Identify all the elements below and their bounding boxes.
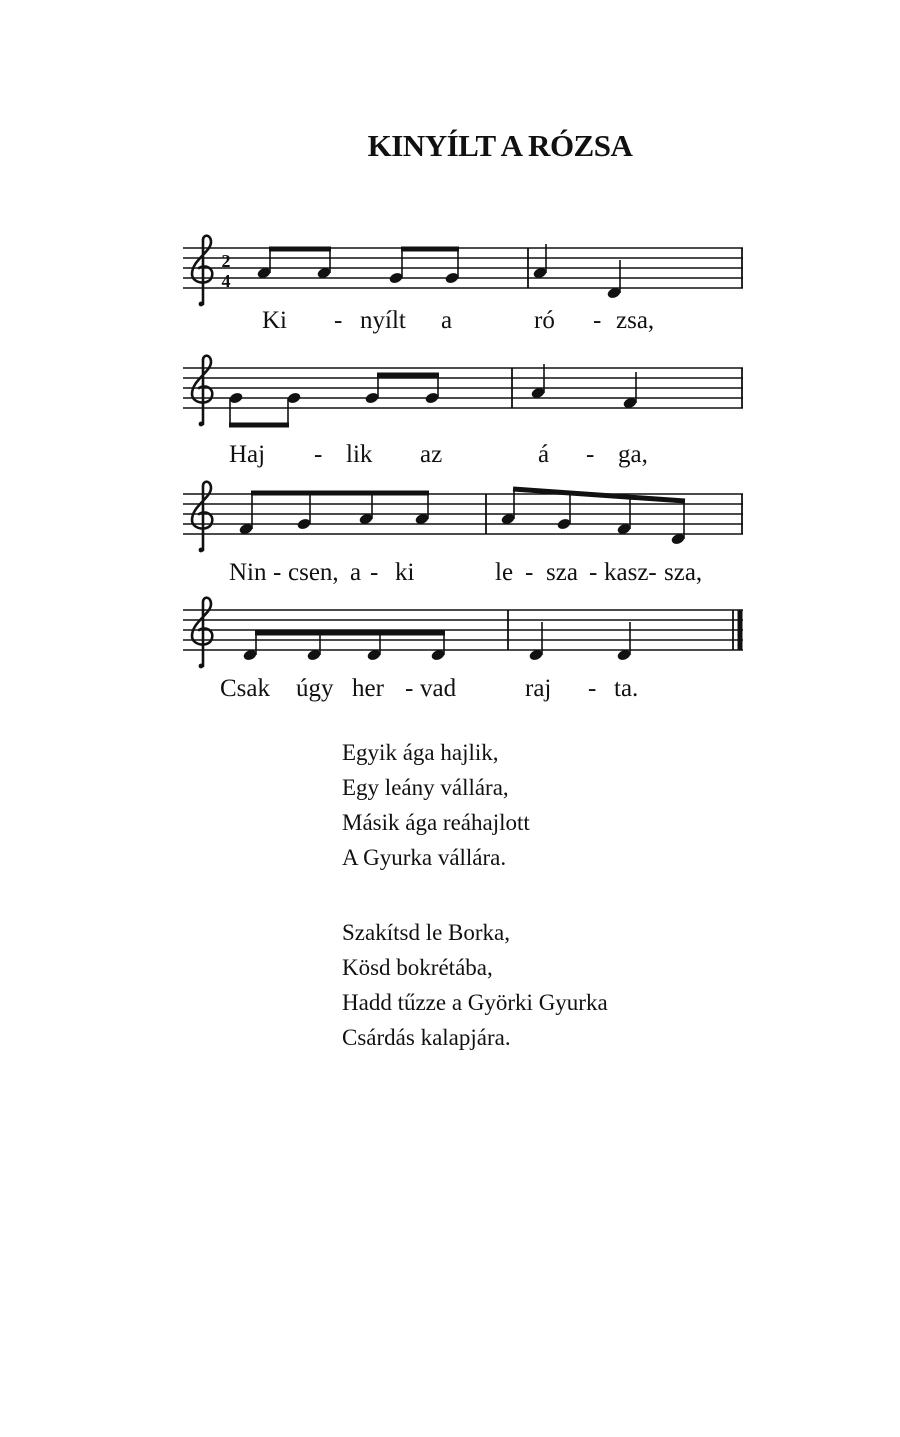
lyric-syllable: - [586, 441, 595, 468]
time-signature-top: 2 [221, 251, 231, 271]
verse-line: Egy leány vállára, [342, 775, 509, 800]
lyric-syllable: lik [346, 441, 373, 468]
lyric-syllable: - [273, 559, 282, 586]
verse-line: Hadd tűzze a Györki Gyurka [342, 990, 608, 1015]
staff-4 [183, 598, 743, 702]
lyric-syllable: - [370, 559, 379, 586]
lyric-syllable: ró [534, 307, 555, 334]
lyric-syllable: az [420, 441, 443, 468]
staff-2 [183, 356, 743, 468]
lyric-syllable: sza, [664, 559, 703, 586]
song-title: KINYÍLT A RÓZSA [367, 128, 633, 163]
beam [513, 489, 685, 501]
lyric-syllable: á [538, 441, 550, 468]
staff-1 [183, 236, 743, 334]
lyric-syllable: - [314, 441, 323, 468]
treble-clef-icon [192, 236, 212, 307]
lyric-syllable: Ki [262, 307, 287, 334]
lyric-syllable: le [495, 559, 514, 586]
lyric-syllable: - [334, 307, 343, 334]
lyric-syllable: csen, [288, 559, 339, 586]
verse-line: Másik ága reáhajlott [342, 810, 530, 835]
lyric-syllable: - [593, 307, 602, 334]
lyric-syllable: vad [420, 675, 457, 702]
lyric-syllable: kasz- [604, 559, 657, 586]
verse-line: Csárdás kalapjára. [342, 1025, 511, 1050]
verse-line: A Gyurka vállára. [342, 845, 507, 870]
time-signature-bottom: 4 [221, 271, 231, 291]
lyric-syllable: a [441, 307, 453, 334]
lyric-syllable: sza [546, 559, 578, 586]
treble-clef-icon [192, 598, 212, 669]
verse-line: Kösd bokrétába, [342, 955, 493, 980]
lyric-syllable: úgy [296, 675, 334, 702]
staff-3 [183, 482, 743, 586]
treble-clef-icon [192, 356, 212, 427]
lyric-syllable: ga, [618, 441, 648, 468]
lyric-syllable: Csak [220, 675, 270, 702]
lyric-syllable: a [350, 559, 362, 586]
lyric-syllable: ki [395, 559, 415, 586]
lyric-syllable: Nin [229, 559, 267, 586]
verse-2 [342, 915, 608, 1055]
lyric-syllable: zsa, [616, 307, 655, 334]
lyric-syllable: nyílt [360, 307, 406, 334]
lyric-syllable: raj [525, 675, 552, 702]
lyric-syllable: Haj [229, 441, 266, 468]
treble-clef-icon [192, 482, 212, 553]
verse-line: Egyik ága hajlik, [342, 740, 499, 765]
lyric-syllable: - [589, 559, 598, 586]
lyric-syllable: - [588, 675, 597, 702]
verse-line: Szakítsd le Borka, [342, 920, 510, 945]
lyric-syllable: her [352, 675, 384, 702]
lyric-syllable: - [525, 559, 534, 586]
lyric-syllable: - [405, 675, 414, 702]
verse-1 [342, 735, 530, 875]
lyric-syllable: ta. [614, 675, 639, 702]
